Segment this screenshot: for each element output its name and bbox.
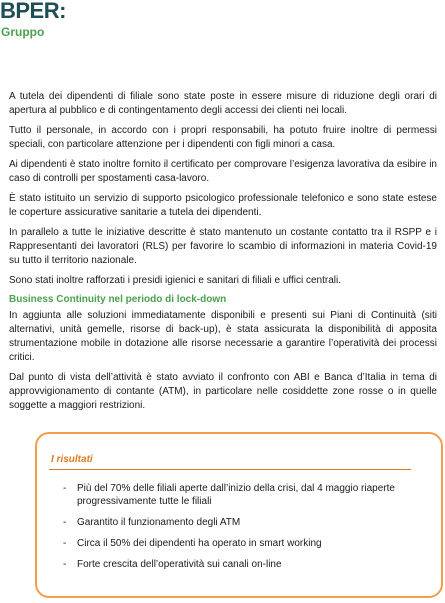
document-body [9,90,437,419]
logo-wordmark: BPER: [0,0,66,23]
paragraph-special-leave: Tutto il personale, in accordo con i propri responsabili, ha potuto fruire inoltre di permessi speciali, con particolare attenzione per i dipendenti con figli minori a casa. [9,125,437,150]
list-item [63,482,403,508]
bullet-dash: - [63,538,67,549]
list-item [63,558,403,571]
list-item [63,516,403,529]
paragraph-continuity-plans: In aggiunta alle soluzioni immediatamente disponibili e presenti sui Piani di Continuità (siti alternativi, unità gemelle, risorse di back-up), è stata assicurata la disponibilità di apposita strumentazione mobile in dotazione alle risorse necessarie a garantire l’operatività dei processi critici. [9,310,437,363]
list-item-text: Forte crescita dell’operatività sui canali on-line [77,559,282,570]
bullet-dash: - [63,559,67,570]
list-item-text: Più del 70% delle filiali aperte dall’inizio della crisi, dal 4 maggio riaperte progressivamente tutte le filiali [77,483,395,507]
list-item [63,537,403,550]
logo-subtitle: Gruppo [1,25,45,39]
bullet-dash: - [63,483,67,494]
bullet-dash: - [63,517,67,528]
results-box-divider [49,469,411,470]
results-box-title: I risultati [51,454,93,465]
results-list [63,482,403,579]
paragraph-work-certificate: Ai dipendenti è stato inoltre fornito il certificato per comprovare l’esigenza lavorativa da esibire in caso di controlli per spostamenti casa-lavoro. [9,159,437,184]
paragraph-rspp-rls: In parallelo a tutte le iniziative descritte è stato mantenuto un costante contatto tra il RSPP e i Rappresentanti dei lavoratori (RLS) per favorire lo scambio di informazioni in materia Covid-19 su tutto il territorio nazionale. [9,227,437,266]
paragraph-psychological-support: È stato istituito un servizio di supporto psicologico professionale telefonico e sono state estese le coperture assicurative sanitarie a tutela dei dipendenti. [9,193,437,218]
list-item-text: Circa il 50% dei dipendenti ha operato in smart working [77,538,322,549]
results-box [35,432,443,598]
paragraph-hygiene: Sono stati inoltre rafforzati i presidi igienici e sanitari di filiali e uffici centrali. [9,275,342,286]
section-heading-business-continuity: Business Continuity nel periodo di lock-down [9,294,227,305]
list-item-text: Garantito il funzionamento degli ATM [77,517,241,528]
paragraph-cash-supply: Dal punto di vista dell’attività è stato avviato il confronto con ABI e Banca d’Italia in tema di approvvigionamento di contante (ATM), in particolare nelle cosiddette zone rosse o in quelle soggette a maggiori restrizioni. [9,372,437,411]
paragraph-branch-protection: A tutela dei dipendenti di filiale sono state poste in essere misure di riduzione degli orari di apertura al pubblico e di contingentamento degli accessi dei clienti nei locali. [9,91,437,116]
